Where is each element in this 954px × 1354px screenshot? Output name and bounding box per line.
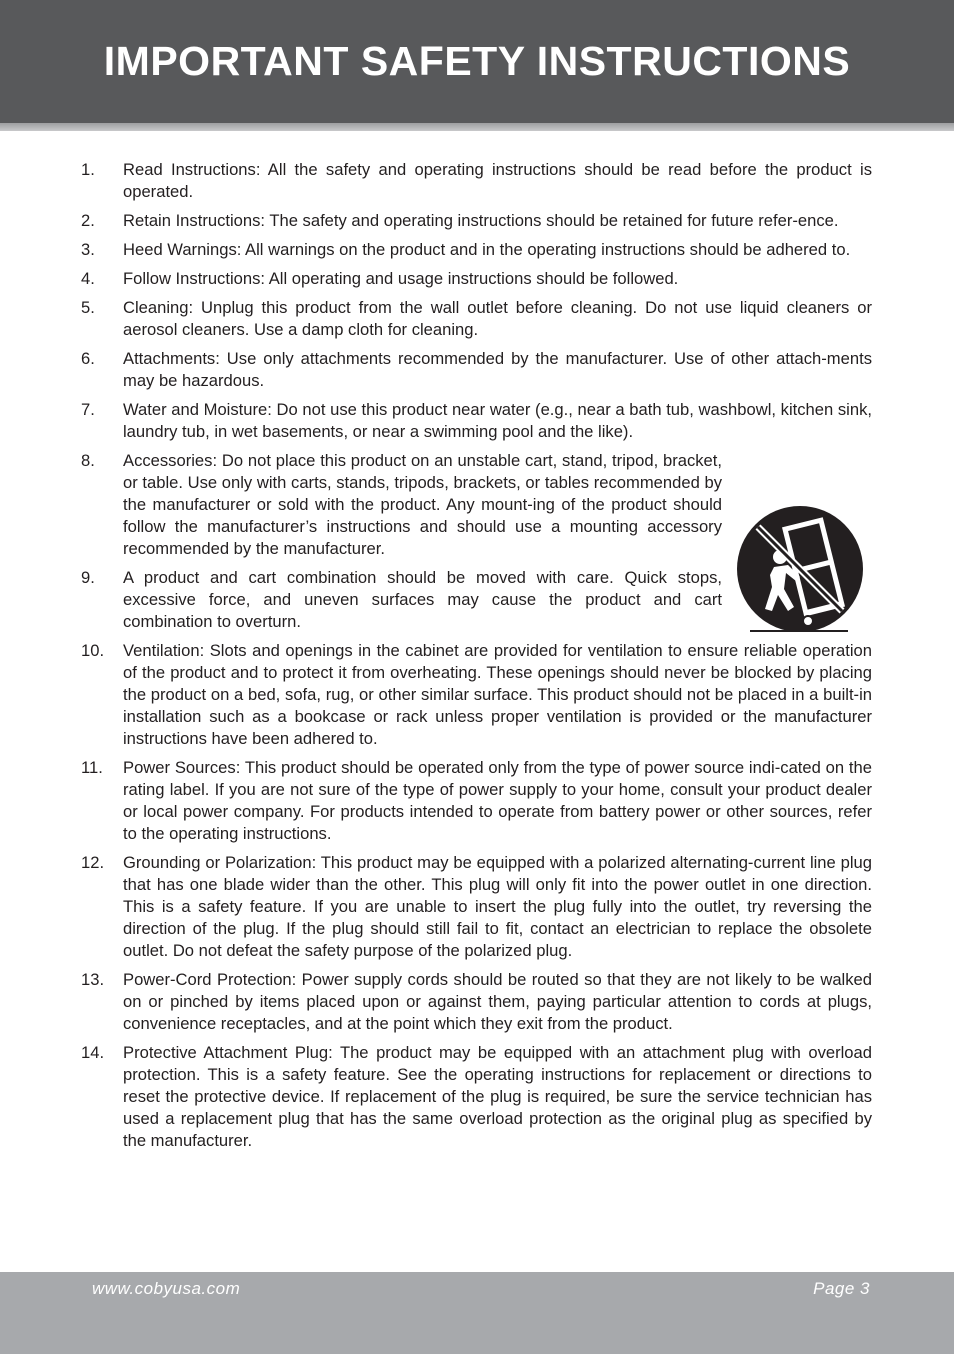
instruction-item	[81, 969, 872, 1035]
instruction-item	[81, 757, 872, 845]
page-number: Page 3	[813, 1279, 870, 1298]
instruction-text: Protective Attachment Plug: The product may be equipped with an attachment plug with overload protection. This is a safety feature. See the operating instructions for replacement or directions to reset the protective device. If replacement of the plug is required, be sure the service technician has used a replacement plug that has the same overload protection as the original plug as specified by the manufacturer.	[123, 1043, 872, 1150]
instruction-number: 12.	[81, 853, 105, 872]
instruction-item	[81, 268, 872, 290]
instruction-item	[81, 159, 872, 203]
instruction-item	[81, 297, 872, 341]
instruction-number: 9.	[81, 568, 95, 587]
instruction-number: 13.	[81, 970, 105, 989]
instruction-text: Power Sources: This product should be operated only from the type of power source indi-cated on the rating label. If you are not sure of the type of power supply to your home, consult your product dealer or local power company. For products intended to operate from battery power or other sources, refer to the operating instructions.	[123, 758, 872, 843]
instruction-text: Grounding or Polarization: This product may be equipped with a polarized alternating-current line plug that has one blade wider than the other. This plug will only fit into the power outlet in one direction. This is a safety feature. If you are unable to insert the plug fully into the outlet, try reversing the direction of the plug. If the plug should still fail to fit, contact an electrician to replace the obsolete outlet. Do not defeat the safety purpose of the polarized plug.	[123, 853, 872, 960]
instruction-item	[81, 567, 722, 633]
instruction-item	[81, 210, 872, 232]
instruction-number: 5.	[81, 298, 95, 317]
instruction-list	[81, 159, 872, 1159]
instruction-number: 1.	[81, 160, 95, 179]
instruction-text: Follow Instructions: All operating and usage instructions should be followed.	[123, 269, 679, 288]
instruction-number: 8.	[81, 451, 95, 470]
instruction-number: 7.	[81, 400, 95, 419]
instruction-number: 10.	[81, 641, 105, 660]
instruction-number: 4.	[81, 269, 95, 288]
header-rule	[0, 123, 954, 131]
instruction-text: Accessories: Do not place this product on an unstable cart, stand, tripod, bracket, or table. Use only with carts, stands, tripods, brackets, or tables recommended by the manufacturer or sold with the product. Any mount-ing of the product should follow the manufacturer’s instructions and should use a mounting accessory recommended by the manufacturer.	[123, 451, 722, 558]
instruction-text: Attachments: Use only attachments recommended by the manufacturer. Use of other attach-ments may be hazardous.	[123, 349, 872, 390]
instruction-item	[81, 399, 872, 443]
cart-tip-over-warning-icon	[734, 503, 868, 637]
instruction-number: 2.	[81, 211, 95, 230]
instruction-item	[81, 852, 872, 962]
instruction-item	[81, 450, 722, 560]
instruction-text: Heed Warnings: All warnings on the product and in the operating instructions should be adhered to.	[123, 240, 851, 259]
instruction-text: Water and Moisture: Do not use this product near water (e.g., near a bath tub, washbowl, kitchen sink, laundry tub, in wet basements, or near a swimming pool and the like).	[123, 400, 872, 441]
instruction-number: 11.	[81, 758, 103, 777]
instruction-text: Read Instructions: All the safety and operating instructions should be read before the product is operated.	[123, 160, 872, 201]
instruction-number: 3.	[81, 240, 95, 259]
instruction-text: A product and cart combination should be moved with care. Quick stops, excessive force, and uneven surfaces may cause the product and cart combination to overturn.	[123, 568, 722, 631]
instruction-text: Retain Instructions: The safety and operating instructions should be retained for future refer-ence.	[123, 211, 839, 230]
instruction-item	[81, 348, 872, 392]
website-link[interactable]: www.cobyusa.com	[92, 1279, 241, 1298]
instruction-text: Cleaning: Unplug this product from the wall outlet before cleaning. Do not use liquid cleaners or aerosol cleaners. Use a damp cloth for cleaning.	[123, 298, 872, 339]
instruction-text: Ventilation: Slots and openings in the cabinet are provided for ventilation to ensure reliable operation of the product and to protect it from overheating. These openings should never be blocked by placing the product on a bed, sofa, rug, or other similar surface. This product should not be placed in a built-in installation such as a bookcase or rack unless proper ventilation is provided or the manufacturer instructions have been adhered to.	[123, 641, 872, 748]
page-title: IMPORTANT SAFETY INSTRUCTIONS	[103, 38, 851, 84]
instruction-item	[81, 1042, 872, 1152]
instruction-item	[81, 640, 872, 750]
instruction-text: Power-Cord Protection: Power supply cords should be routed so that they are not likely to be walked on or pinched by items placed upon or against them, paying particular attention to cords at plugs, convenience receptacles, and at the point which they exit from the product.	[123, 970, 872, 1033]
instruction-number: 14.	[81, 1043, 105, 1062]
instruction-item	[81, 239, 872, 261]
instruction-number: 6.	[81, 349, 95, 368]
